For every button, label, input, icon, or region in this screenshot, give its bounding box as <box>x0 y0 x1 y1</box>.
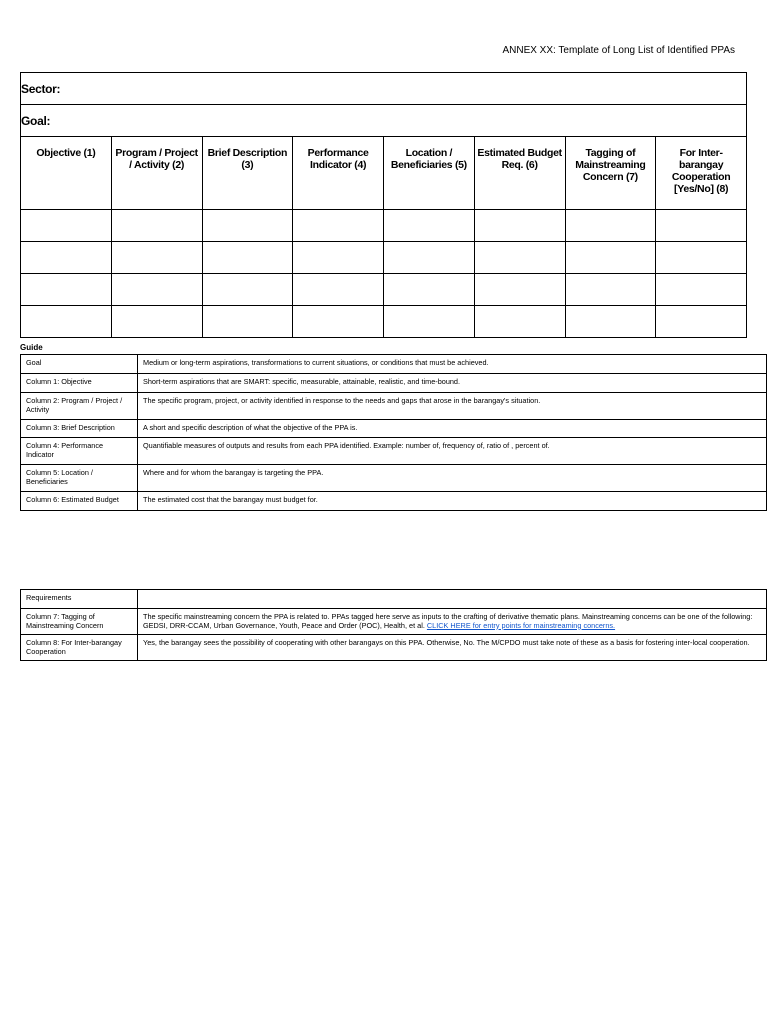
table-row <box>21 590 767 609</box>
guide-desc: The specific program, project, or activity identified in response to the needs and gaps that arose in the barangay's situation. <box>138 393 767 420</box>
table-cell[interactable] <box>111 242 202 274</box>
table-cell[interactable] <box>293 306 384 338</box>
table-cell[interactable] <box>565 306 656 338</box>
column-header: Objective (1) <box>21 137 112 210</box>
table-cell[interactable] <box>202 274 293 306</box>
guide-term: Column 3: Brief Description <box>21 420 138 438</box>
table-cell[interactable] <box>656 242 747 274</box>
table-cell[interactable] <box>202 242 293 274</box>
table-cell[interactable] <box>384 210 475 242</box>
guide-term: Column 5: Location / Beneficiaries <box>21 465 138 492</box>
requirements-blank <box>138 590 767 609</box>
guide-term: Column 1: Objective <box>21 374 138 393</box>
table-row <box>21 635 767 661</box>
table-cell[interactable] <box>384 274 475 306</box>
table-cell[interactable] <box>21 306 112 338</box>
table-cell[interactable] <box>384 242 475 274</box>
column-header: For Inter-barangay Cooperation [Yes/No] (8) <box>656 137 747 210</box>
guide-title: Guide <box>20 343 43 352</box>
guide-desc: Quantifiable measures of outputs and results from each PPA identified. Example: number of, frequency of, ratio of , percent of. <box>138 438 767 465</box>
table-row <box>21 465 767 492</box>
mainstreaming-entry-points-link[interactable]: CLICK HERE for entry points for mainstreaming concerns. <box>426 620 616 630</box>
guide-desc: Where and for whom the barangay is targeting the PPA. <box>138 465 767 492</box>
guide-desc: Short-term aspirations that are SMART: specific, measurable, attainable, realistic, and time-bound. <box>138 374 767 393</box>
table-cell[interactable] <box>111 210 202 242</box>
table-cell[interactable] <box>293 274 384 306</box>
table-row <box>21 274 747 306</box>
table-cell[interactable] <box>111 306 202 338</box>
table-row <box>21 242 747 274</box>
sector-label: Sector: <box>21 73 747 105</box>
table-cell[interactable] <box>384 306 475 338</box>
table-cell[interactable] <box>565 274 656 306</box>
guide-desc <box>138 609 767 635</box>
table-row <box>21 420 767 438</box>
table-row <box>21 374 767 393</box>
column-header: Estimated Budget Req. (6) <box>474 137 565 210</box>
table-cell[interactable] <box>474 210 565 242</box>
table-cell[interactable] <box>202 306 293 338</box>
column-header: Program / Project / Activity (2) <box>111 137 202 210</box>
guide-desc: Yes, the barangay sees the possibility of cooperating with other barangays on this PPA. Otherwise, No. The M/CPDO must take note of these as a basis for fostering inter-local cooperation. <box>138 635 767 661</box>
table-cell[interactable] <box>474 274 565 306</box>
table-cell[interactable] <box>474 306 565 338</box>
guide-term: Column 2: Program / Project / Activity <box>21 393 138 420</box>
table-cell[interactable] <box>21 274 112 306</box>
guide-term: Column 6: Estimated Budget <box>21 492 138 511</box>
table-cell[interactable] <box>202 210 293 242</box>
requirements-table <box>20 589 767 661</box>
table-cell[interactable] <box>565 242 656 274</box>
guide-term: Goal <box>21 355 138 374</box>
guide-table <box>20 354 767 511</box>
column-header: Tagging of Mainstreaming Concern (7) <box>565 137 656 210</box>
table-row <box>21 609 767 635</box>
table-cell[interactable] <box>293 210 384 242</box>
table-cell[interactable] <box>21 210 112 242</box>
table-row <box>21 306 747 338</box>
table-cell[interactable] <box>656 210 747 242</box>
guide-term: Column 8: For Inter-barangay Cooperation <box>21 635 138 661</box>
column-header: Location / Beneficiaries (5) <box>384 137 475 210</box>
col7-description: The specific mainstreaming concern the PPA is related to. PPAs tagged here serve as inputs to the crafting of derivative thematic plans. Mainstreaming concerns can be one of the following: GEDSI, DRR-CCAM, Urban Governance, Youth, Peace and Order (POC), Health, et al. <box>143 612 753 630</box>
guide-term: Column 7: Tagging of Mainstreaming Concern <box>21 609 138 635</box>
table-cell[interactable] <box>656 306 747 338</box>
ppa-template-table <box>20 72 747 338</box>
goal-label: Goal: <box>21 105 747 137</box>
table-row <box>21 393 767 420</box>
guide-desc: A short and specific description of what the objective of the PPA is. <box>138 420 767 438</box>
requirements-title: Requirements <box>21 590 138 609</box>
table-row <box>21 210 747 242</box>
table-cell[interactable] <box>293 242 384 274</box>
guide-term: Column 4: Performance Indicator <box>21 438 138 465</box>
table-cell[interactable] <box>111 274 202 306</box>
guide-desc: Medium or long-term aspirations, transformations to current situations, or conditions that must be achieved. <box>138 355 767 374</box>
column-header: Brief Description (3) <box>202 137 293 210</box>
table-cell[interactable] <box>565 210 656 242</box>
table-cell[interactable] <box>656 274 747 306</box>
table-row <box>21 355 767 374</box>
table-row <box>21 492 767 511</box>
table-cell[interactable] <box>474 242 565 274</box>
annex-title: ANNEX XX: Template of Long List of Identified PPAs <box>502 45 735 56</box>
guide-desc: The estimated cost that the barangay must budget for. <box>138 492 767 511</box>
table-cell[interactable] <box>21 242 112 274</box>
table-row <box>21 438 767 465</box>
column-header: Performance Indicator (4) <box>293 137 384 210</box>
